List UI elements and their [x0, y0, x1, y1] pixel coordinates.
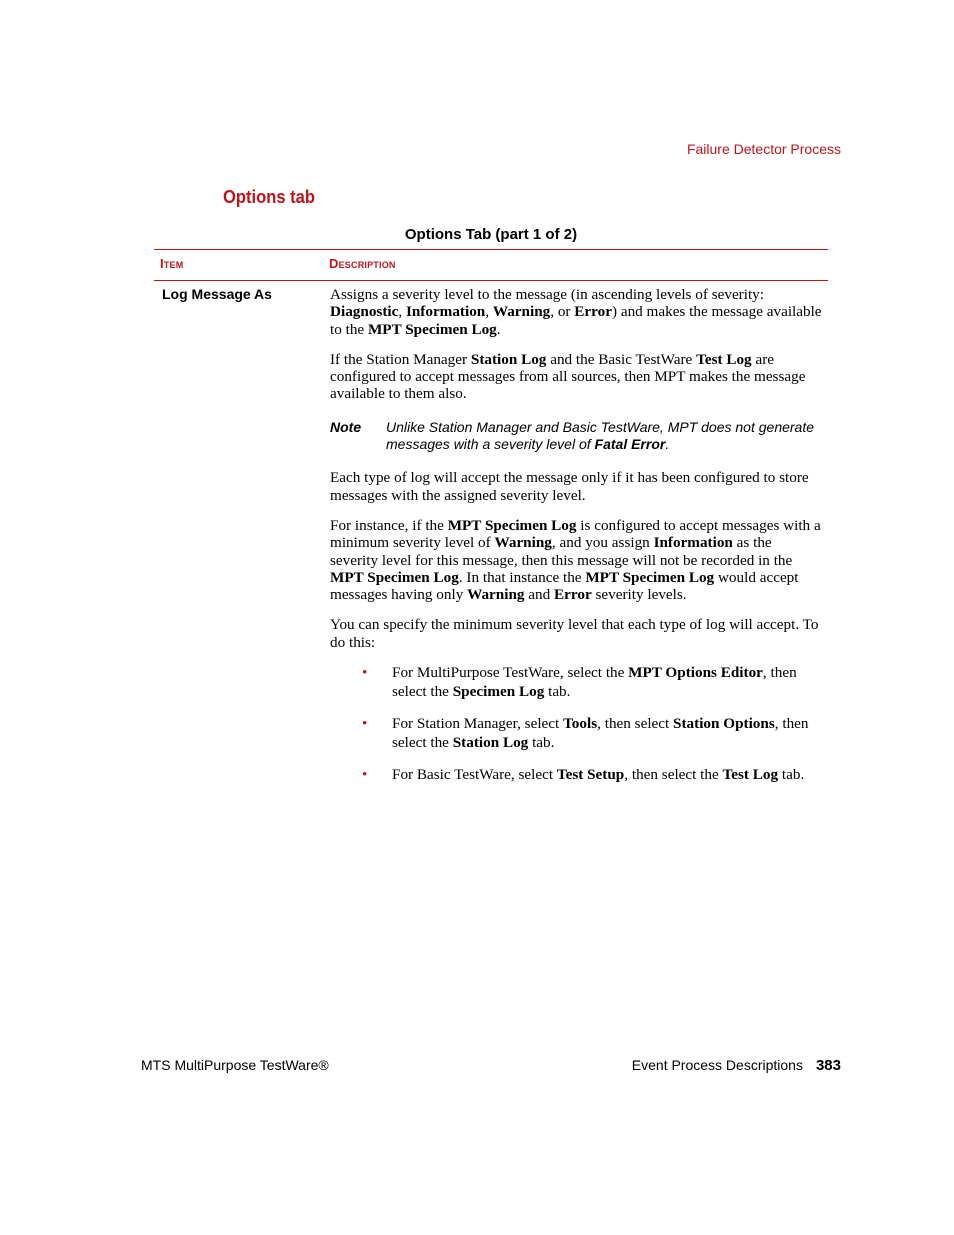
note [330, 419, 822, 454]
note-text: Unlike Station Manager and Basic TestWare, MPT does not generate messages with a severity level of Fatal Error. [386, 418, 815, 453]
running-header: Failure Detector Process [686, 141, 841, 157]
footer-product-name: MTS MultiPurpose TestWare® [141, 1057, 329, 1073]
section-title: Options tab [223, 187, 315, 207]
list-item: • For Basic TestWare, select Test Setup, then select the Test Log tab. [362, 766, 805, 784]
description-paragraph-5: You can specify the minimum severity level that each type of log will accept. To do this: [330, 616, 819, 651]
bullet-icon: • [362, 715, 368, 733]
table-row-description [330, 286, 822, 799]
column-header-item: Item [160, 256, 184, 271]
list-item: • For Station Manager, select Tools, then select Station Options, then select the Station Log tab. [362, 715, 809, 751]
footer-chapter: Event Process Descriptions [631, 1057, 803, 1073]
description-paragraph-4: For instance, if the MPT Specimen Log is configured to accept messages with a minimum severity level of Warning, and you assign Information as the severity level for this message, then this message will not be recorded in the MPT Specimen Log. In that instance the MPT Specimen Log would accept messages having only Warning and Error severity levels. [330, 516, 821, 604]
table-top-rule [154, 249, 828, 250]
description-paragraph-3: Each type of log will accept the message only if it has been configured to store messages with the assigned severity level. [330, 469, 809, 504]
bullet-icon: • [362, 664, 368, 682]
page-number: 383 [815, 1057, 841, 1074]
footer-right [632, 1057, 841, 1074]
description-paragraph-2: If the Station Manager Station Log and the Basic TestWare Test Log are configured to accept messages from all sources, then MPT makes the message available to them also. [330, 350, 806, 403]
bullet-icon: • [362, 766, 368, 784]
description-paragraph-1: Assigns a severity level to the message (in ascending levels of severity: Diagnostic, Information, Warning, or Error) and makes the message available to the MPT Specimen Log. [330, 286, 822, 338]
list-item: • For MultiPurpose TestWare, select the MPT Options Editor, then select the Specimen Log tab. [362, 664, 797, 700]
table-row-item: Log Message As [162, 286, 272, 302]
note-label: Note [330, 418, 362, 435]
instruction-list [330, 664, 822, 785]
table-caption: Options Tab (part 1 of 2) [404, 226, 578, 243]
column-header-description: Description [329, 256, 396, 271]
table-header-rule [154, 280, 828, 281]
